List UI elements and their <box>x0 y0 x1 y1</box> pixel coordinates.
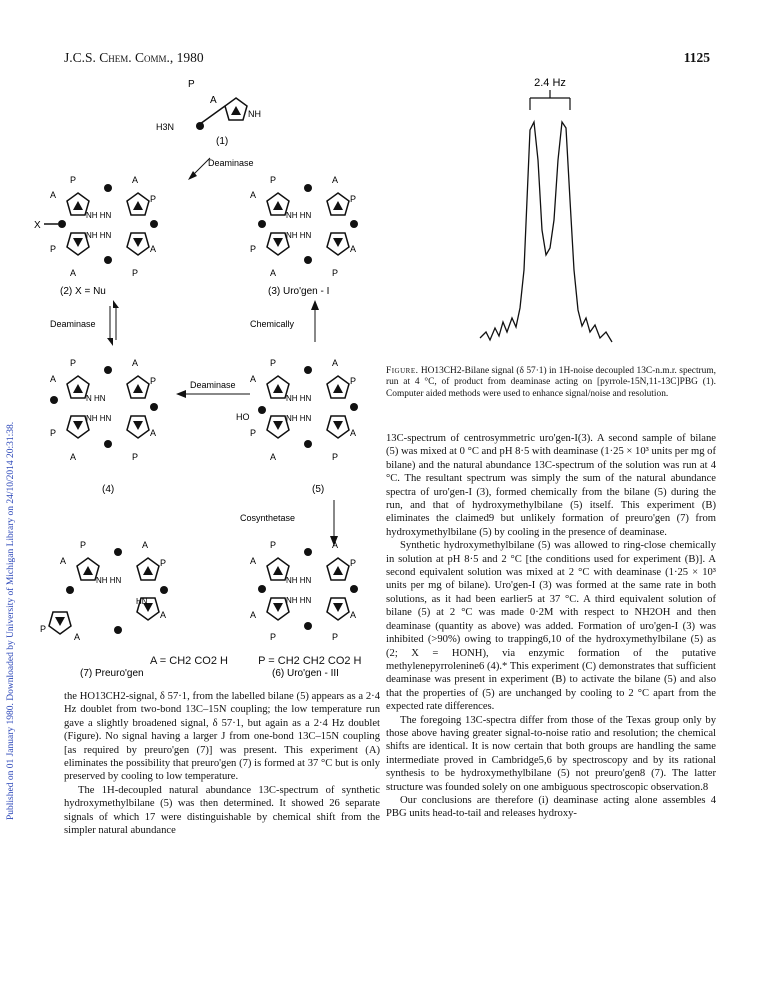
legend-p: P = CH2 CH2 CO2 H <box>258 655 362 667</box>
right-paragraph-3: The foregoing 13C-spectra differ from those of the Texas group only by those above having greater signal-to-noise ratio and resolution; the chemical shifts are identical. It is now certain that both groups are handling the same intermediate proved in Cambridge5,6 by spectroscopy and by its rational synthesis to be hydroxymethylbilane (5) not preuro'gen8 (7). The latter structure was founded solely on one ambiguous spectroscopic observation.8 <box>386 714 716 793</box>
svg-text:P: P <box>270 632 277 642</box>
label-1: (1) <box>216 136 229 147</box>
svg-text:P: P <box>150 376 157 386</box>
svg-text:NH HN: NH HN <box>286 211 312 220</box>
left-paragraph-2: The 1H-decoupled natural abundance 13C-spectrum of synthetic hydroxymethylbilane (5) was then determined. It showed 26 separate signals of which 17 were distinguishable by chemical shift from the simpler natural abundance <box>64 784 380 837</box>
svg-text:P: P <box>350 194 357 204</box>
figure-caption <box>386 366 716 400</box>
spectrum-trace <box>480 122 612 342</box>
svg-text:A: A <box>74 632 81 642</box>
figure-caption-text: HO13CH2-Bilane signal (δ 57·1) in 1H-noise decoupled 13C-n.m.r. spectrum, run at 4 °C, of product from deaminase acting on [pyrrole-15N,11-13C]PBG (1). Computer aided methods were used to enhance signal/noise and resolution. <box>386 366 716 399</box>
svg-text:P: P <box>150 194 157 204</box>
label-2: (2) X = Nu <box>60 286 106 297</box>
svg-text:P: P <box>50 428 57 438</box>
svg-text:A: A <box>250 556 257 566</box>
right-column <box>386 432 716 821</box>
svg-text:P: P <box>250 428 257 438</box>
svg-text:P: P <box>270 175 277 185</box>
svg-text:A: A <box>132 175 139 185</box>
figure-label: Figure. <box>386 366 419 376</box>
svg-text:A: A <box>210 95 217 106</box>
svg-text:A: A <box>332 175 339 185</box>
svg-text:NH HN: NH HN <box>96 576 122 585</box>
label-6: (6) Uro'gen - III <box>272 668 339 679</box>
svg-text:P: P <box>332 452 339 462</box>
svg-text:P: P <box>160 558 167 568</box>
pbg-monomer <box>156 79 261 147</box>
arrow-label-deaminase-2: Deaminase <box>50 319 96 329</box>
arrow-label-cosynthetase: Cosynthetase <box>240 513 296 523</box>
svg-text:HN: HN <box>136 597 148 606</box>
svg-text:A: A <box>332 540 339 550</box>
svg-text:P: P <box>332 632 339 642</box>
svg-text:A: A <box>332 358 339 368</box>
svg-text:A: A <box>70 268 77 278</box>
svg-text:A: A <box>250 190 257 200</box>
structure-7 <box>40 540 168 642</box>
svg-text:NH HN: NH HN <box>86 211 112 220</box>
svg-text:NH HN: NH HN <box>286 414 312 423</box>
structure-3 <box>250 175 358 278</box>
svg-text:A: A <box>150 244 157 254</box>
arrow-label-deaminase-3: Deaminase <box>190 380 236 390</box>
nmr-spectrum <box>470 70 630 360</box>
svg-text:NH HN: NH HN <box>286 231 312 240</box>
svg-text:P: P <box>40 624 47 634</box>
arrow-label-chemically: Chemically <box>250 319 295 329</box>
arrow-label-deaminase-1: Deaminase <box>208 158 254 168</box>
svg-text:P: P <box>250 244 257 254</box>
legend-a: A = CH2 CO2 H <box>150 655 228 667</box>
svg-text:NH HN: NH HN <box>86 414 112 423</box>
left-column <box>64 690 380 837</box>
svg-text:P: P <box>80 540 87 550</box>
structure-6 <box>250 540 358 642</box>
coupling-label: 2.4 Hz <box>534 77 566 89</box>
svg-text:NH: NH <box>248 109 261 119</box>
svg-text:P: P <box>350 376 357 386</box>
svg-text:NH HN: NH HN <box>286 394 312 403</box>
svg-text:A: A <box>60 556 67 566</box>
svg-text:A: A <box>250 374 257 384</box>
structure-4 <box>50 358 158 462</box>
label-5: (5) <box>312 484 325 495</box>
svg-text:A: A <box>270 452 277 462</box>
svg-text:NH HN: NH HN <box>86 231 112 240</box>
svg-text:P: P <box>188 79 195 90</box>
svg-text:A: A <box>270 268 277 278</box>
right-paragraph-2: Synthetic hydroxymethylbilane (5) was allowed to ring-close chemically in solution at pH 8·5 and 2 °C [the conditions used for experiment (B)]. A second equivalent solution was mixed at 2 °C with deaminase (1·25 × 10³ units per mg of bilane). Uro'gen-I (3) was formed at the same rate in both solutions, as it had been earlier5 at 37 °C. A third equivalent solution of bilane (5) at 2 °C was made 0·2M with respect to NH2OH and then deaminase (quantity as above) was added. Formation of uro'gen-I (3) was inhibited (>90%) owing to trapping6,10 of the hydroxymethylbilane (5) as (2; X = HONH), via enzymic formation of the putative methylenepyrrolenine6 (4).* This experiment (C) demonstrates that sufficient deaminase was present in experiment (B) to activate the bilane (5) and also that the properties of (5) are unchanged by cooling to 2 °C apart from the expected rate differences. <box>386 540 716 713</box>
label-7: (7) Preuro'gen <box>80 668 144 679</box>
svg-text:NH HN: NH HN <box>286 576 312 585</box>
svg-text:HO: HO <box>236 412 250 422</box>
right-paragraph-1: 13C-spectrum of centrosymmetric uro'gen-I(3). A second sample of bilane (5) was mixed at 0 °C and pH 8·5 with deaminase (1·25 × 10³ units per mg of bilane) and the natural abundance 13C-spectrum of the solution was run at 4 °C. The resultant spectrum was simply the sum of the natural abundance spectra of uro'gen-I (3), formed chemically from the bilane (5) during the run, and that of hydroxymethylbilane (5) itself. This experiment (B) eliminates the claimed9 but unlikely formation of preuro'gen (7) from hydroxymethylbilane (5) by cooling in the presence of deaminase. <box>386 433 716 538</box>
svg-text:A: A <box>250 610 257 620</box>
svg-text:A: A <box>142 540 149 550</box>
svg-text:A: A <box>132 358 139 368</box>
svg-text:X: X <box>34 220 41 231</box>
svg-text:P: P <box>132 268 139 278</box>
svg-text:P: P <box>332 268 339 278</box>
svg-text:P: P <box>70 175 77 185</box>
label-4: (4) <box>102 484 115 495</box>
svg-text:P: P <box>70 358 77 368</box>
svg-text:A: A <box>50 190 57 200</box>
svg-text:N HN: N HN <box>86 394 106 403</box>
left-paragraph-1: the HO13CH2-signal, δ 57·1, from the labelled bilane (5) appears as a 2·4 Hz doublet from two-bond 13C–15N coupling; the low temperature run gave a slightly broadened signal, δ 57·1, but again as a 2·4 Hz doublet (Figure). No signal having a larger J from one-bond 13C–15N coupling [as required by preuro'gen (7)] was present. This experiment (A) eliminates the possibility that preuro'gen (7) is formed at 37 °C but is only preserved by cooling to low temperature. <box>64 691 380 783</box>
svg-text:P: P <box>270 358 277 368</box>
structure-2 <box>34 175 158 278</box>
label-3: (3) Uro'gen - I <box>268 286 330 297</box>
svg-text:A: A <box>50 374 57 384</box>
svg-text:P: P <box>50 244 57 254</box>
svg-text:A: A <box>350 428 357 438</box>
svg-text:A: A <box>70 452 77 462</box>
download-note: Published on 01 January 1980. Downloaded by University of Michigan Library on 24/10/2014 20:31:38. <box>6 421 16 820</box>
running-header: J.C.S. Chem. Comm., 1980 <box>64 50 204 65</box>
page-number: 1125 <box>683 50 710 65</box>
svg-text:A: A <box>350 244 357 254</box>
svg-text:A: A <box>350 610 357 620</box>
substituent-legend <box>150 655 362 667</box>
svg-text:P: P <box>350 558 357 568</box>
svg-text:P: P <box>270 540 277 550</box>
structure-5 <box>236 358 358 462</box>
right-paragraph-4: Our conclusions are therefore (i) deaminase acting alone assembles 4 PBG units head-to-tail and releases hydroxy- <box>386 794 716 820</box>
svg-text:A: A <box>150 428 157 438</box>
svg-text:A: A <box>160 610 167 620</box>
svg-text:NH HN: NH HN <box>286 596 312 605</box>
amine-label: H3N <box>156 122 175 132</box>
svg-text:P: P <box>132 452 139 462</box>
